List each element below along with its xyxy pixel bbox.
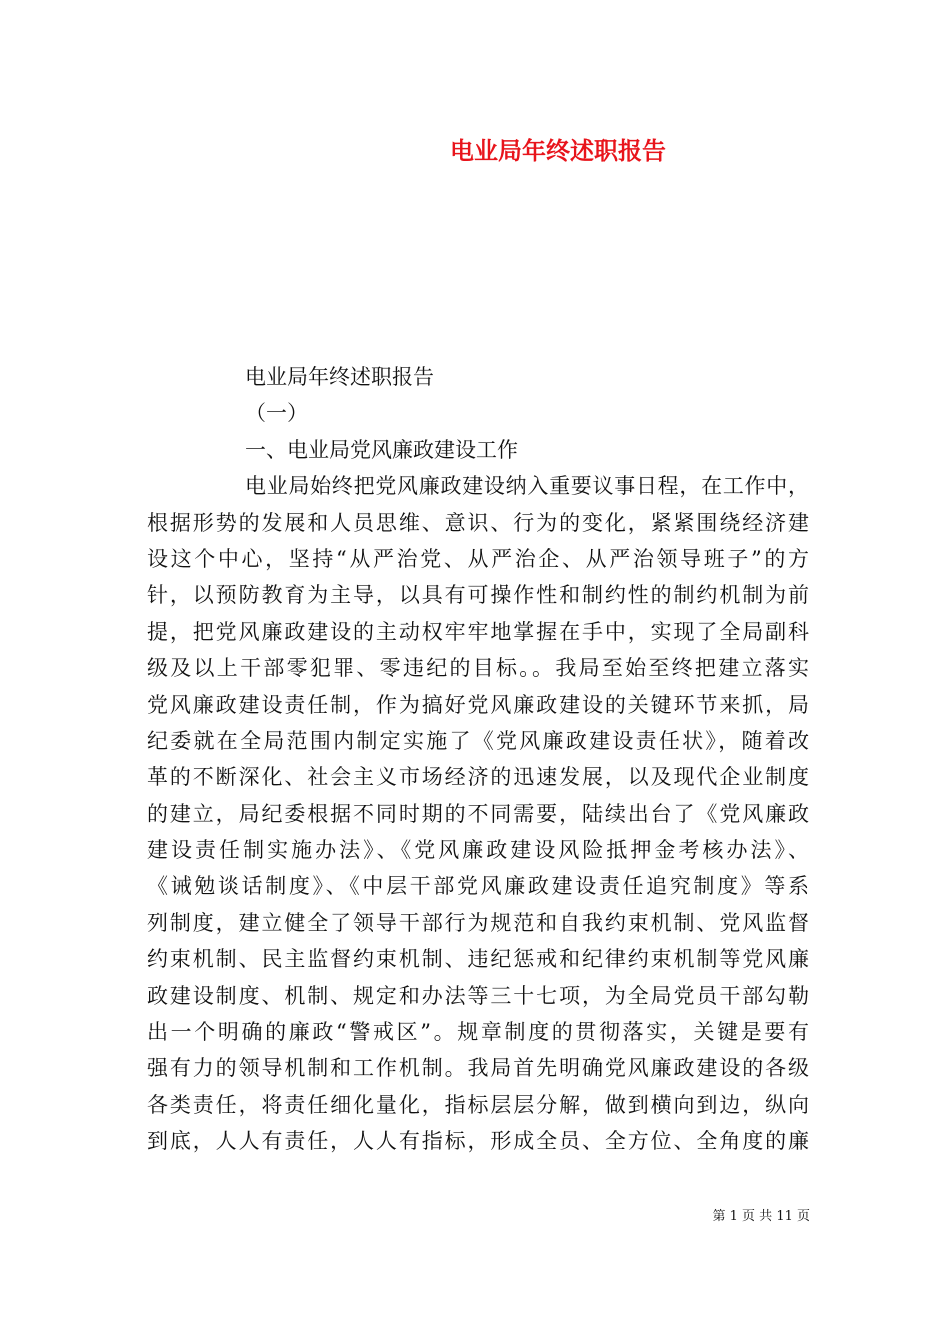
paragraph-line: 根据形势的发展和人员思维、意识、行为的变化，紧紧围绕经济建 [147,510,809,535]
document-body [147,359,809,1160]
paragraph-line: 针，以预防教育为主导，以具有可操作性和制约性的制约机制为前 [147,583,809,608]
paragraph-line: 列制度，建立健全了领导干部行为规范和自我约束机制、党风监督 [147,910,809,935]
paragraph-line: 《诫勉谈话制度》、《中层干部党风廉政建设责任追究制度》等系 [147,874,809,899]
paragraph-line: 约束机制、民主监督约束机制、违纪惩戒和纪律约束机制等党风廉 [147,947,809,972]
paragraph-line: 强有力的领导机制和工作机制。我局首先明确党风廉政建设的各级 [147,1056,809,1081]
paragraph-line: 电业局始终把党风廉政建设纳入重要议事日程，在工作中， [245,474,809,499]
paragraph-line: 革的不断深化、社会主义市场经济的迅速发展，以及现代企业制度 [147,765,809,790]
page-number-footer: 第 1 页 共 11 页 [712,1209,810,1224]
paragraph-line: 纪委就在全局范围内制定实施了《党风廉政建设责任状》，随着改 [147,728,809,753]
paragraph [147,468,809,1159]
section-heading: 一、电业局党风廉政建设工作 [245,437,518,462]
paragraph-line: 到底，人人有责任，人人有指标，形成全员、全方位、全角度的廉 [147,1129,809,1154]
paragraph-line: 的建立，局纪委根据不同时期的不同需要，陆续出台了《党风廉政 [147,801,809,826]
part-number: （一） [245,401,308,426]
report-heading: 电业局年终述职报告 [245,365,434,389]
document-title: 电业局年终述职报告 [450,136,666,165]
paragraph-line: 建设责任制实施办法》、《党风廉政建设风险抵押金考核办法》、 [147,838,809,863]
paragraph-line: 党风廉政建设责任制，作为搞好党风廉政建设的关键环节来抓，局 [147,692,809,717]
paragraph-line: 提，把党风廉政建设的主动权牢牢地掌握在手中，实现了全局副科 [147,619,809,644]
paragraph-line: 级及以上干部零犯罪、零违纪的目标。。我局至始至终把建立落实 [147,656,809,681]
paragraph-line: 各类责任，将责任细化量化，指标层层分解，做到横向到边，纵向 [147,1092,809,1117]
paragraph-line: 政建设制度、机制、规定和办法等三十七项，为全局党员干部勾勒 [147,983,809,1008]
paragraph-line: 出一个明确的廉政“警戒区”。规章制度的贯彻落实，关键是要有 [147,1020,809,1045]
paragraph-line: 设这个中心，坚持“从严治党、从严治企、从严治领导班子”的方 [147,546,809,571]
